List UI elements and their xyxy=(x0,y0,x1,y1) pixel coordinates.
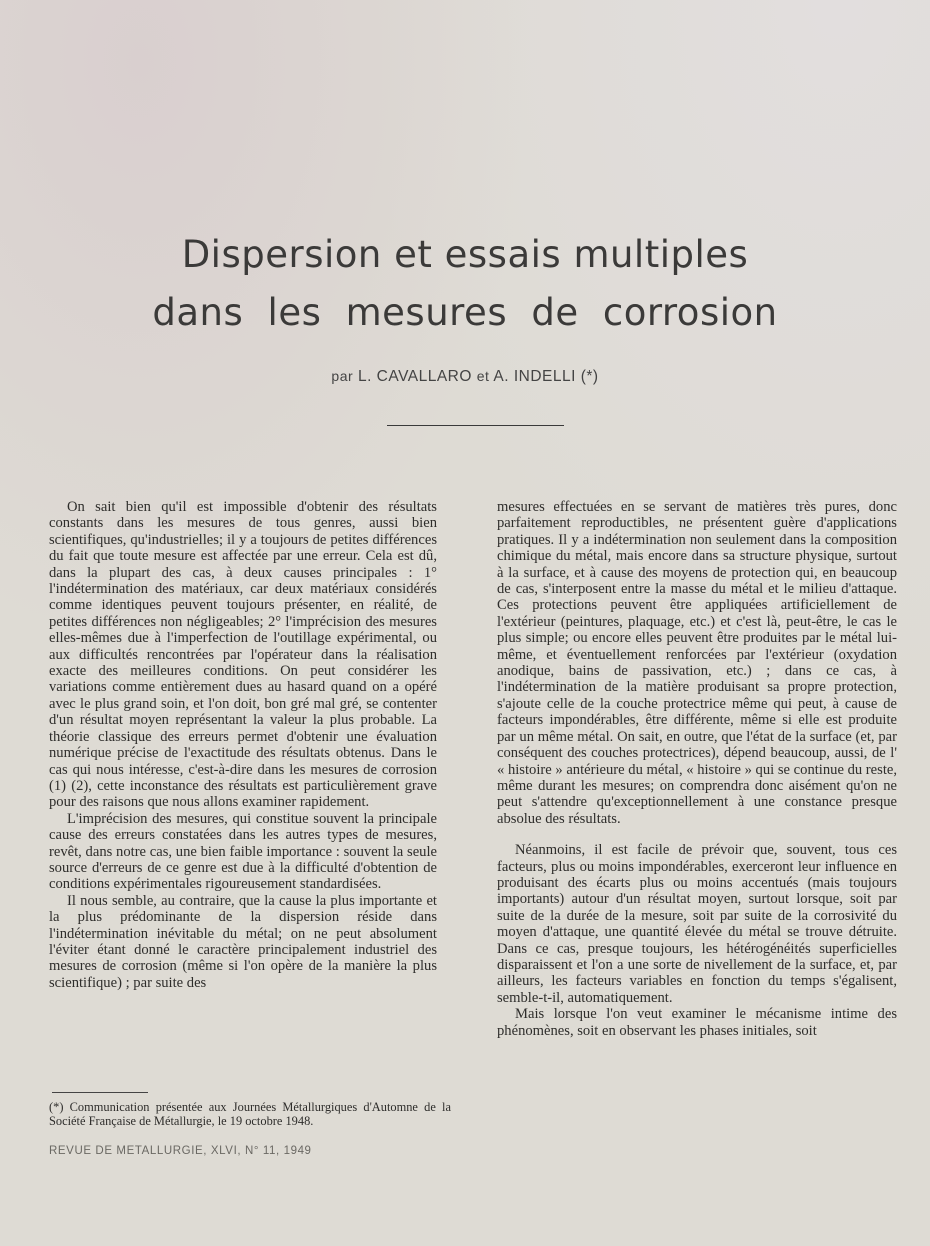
paragraph: L'imprécision des mesures, qui constitue souvent la principale cause des erreurs constatées dans les autres types de mesures, revêt, dans notre cas, une bien faible importance : souvent la seule source d'erreurs de ce genre est due à la difficulté d'obtention de conditions expérimentales rigoureusement standardisées. xyxy=(49,810,437,893)
author-1: L. CAVALLARO xyxy=(357,368,472,385)
paragraph: Mais lorsque l'on veut examiner le mécanisme intime des phénomènes, soit en observant les phases initiales, soit xyxy=(497,1006,897,1039)
author-2: A. INDELLI (*) xyxy=(493,368,599,385)
footnote: (*) Communication présentée aux Journées Métallurgiques d'Automne de la Société Française de Métallurgie, le 19 octobre 1948. xyxy=(49,1100,451,1128)
paragraph: Néanmoins, il est facile de prévoir que, souvent, tous ces facteurs, plus ou moins impondérables, exerceront leur influence en produisant des écarts plus ou moins accentués (mais toujours importants) autour d'un résultat moyen, surtout lorsque, soit par suite de la durée de la mesure, soit par suite de la corrosivité du moyen d'attaque, une quantité élevée du métal se trouve détruite. Dans ce cas, presque toujours, les hétérogénéités superficielles disparaissent et l'on a une sorte de nivellement de la surface, et, par ailleurs, les facteurs variables en fonction du temps s'égalisent, semble-t-il, automatiquement. xyxy=(497,842,897,1006)
byline-conjunction: et xyxy=(476,368,490,384)
article-title-line-1: Dispersion et essais multiples xyxy=(181,233,749,276)
paragraph: On sait bien qu'il est impossible d'obtenir des résultats constants dans les mesures de tous genres, aussi bien scientifiques, qu'industrielles; il y a toujours de petites différences du fait que toute mesure est affectée par une erreur. Cela est dû, dans la plupart des cas, à deux causes principales : 1° l'indétermination des matériaux, car deux matériaux considérés comme identiques peuvent toujours présenter, en réalité, de petites différences non négligeables; 2° l'imprécision des mesures elles-mêmes due à l'imperfection de l'outillage expérimental, ou aux difficultés rencontrées par l'opérateur dans la réalisation exacte des meilleures conditions. On peut considérer les variations comme entièrement dues au hasard quand on a opéré avec le plus grand soin, et l'on doit, bon gré mal gré, se contenter d'un résultat moyen représentant la valeur la plus probable. La théorie classique des erreurs permet d'obtenir une évaluation numérique précise de l'exactitude des résultats obtenus. Dans le cas qui nous intéresse, c'est-à-dire dans les mesures de corrosion (1) (2), cette inconstance des résultats est particulièrement grave pour des raisons que nous allons examiner rapidement. xyxy=(49,499,437,811)
article-title-line-2: dans les mesures de corrosion xyxy=(152,291,778,334)
paragraph: mesures effectuées en se servant de matières très pures, donc parfaitement reproductibles, ne présentent guère d'applications pratiques. Il y a indétermination non seulement dans la composition chimique du métal, mais encore dans sa structure physique, surtout à la surface, et à cause des moyens de protection qui, en beaucoup de cas, s'interposent entre la masse du métal et le milieu d'attaque. Ces protections peuvent être appliquées artificiellement de l'extérieur (peintures, plaquage, etc.) et c'est là, peut-être, le cas le plus simple; ou encore elles peuvent être produites par le métal lui-même, et éventuellement renforcées par l'extérieur (oxydation anodique, bains de passivation, etc.) ; dans ce cas, à l'indétermination de la matière produisant sa propre protection, s'ajoute celle de la couche protectrice même qui peut, à cause de facteurs impondérables, être différente, même si elle est produite par un même métal. On sait, en outre, que l'état de la surface (et, par conséquent des couches protectrices), dépend beaucoup, aussi, de l' « histoire » antérieure du métal, « histoire » qui se continue du reste, même durant les mesures; on comprendra donc aisément qu'on ne peut s'attendre qu'exceptionnellement à une constance presque absolue des résultats. xyxy=(497,499,898,827)
paragraph: Il nous semble, au contraire, que la cause la plus importante et la plus prédominante de la dispersion réside dans l'indétermination inévitable du métal; on ne peut absolument l'éviter étant donné le caractère principalement industriel des mesures de corrosion (même si l'on opère de la manière la plus scientifique) ; par suite des xyxy=(49,892,437,991)
running-footer: REVUE DE METALLURGIE, XLVI, N° 11, 1949 xyxy=(49,1145,312,1157)
right-column xyxy=(497,499,897,1039)
byline xyxy=(0,368,930,386)
byline-prefix: par xyxy=(331,368,354,384)
footnote-divider xyxy=(52,1092,148,1093)
left-column xyxy=(49,499,437,991)
title-divider xyxy=(387,425,564,426)
